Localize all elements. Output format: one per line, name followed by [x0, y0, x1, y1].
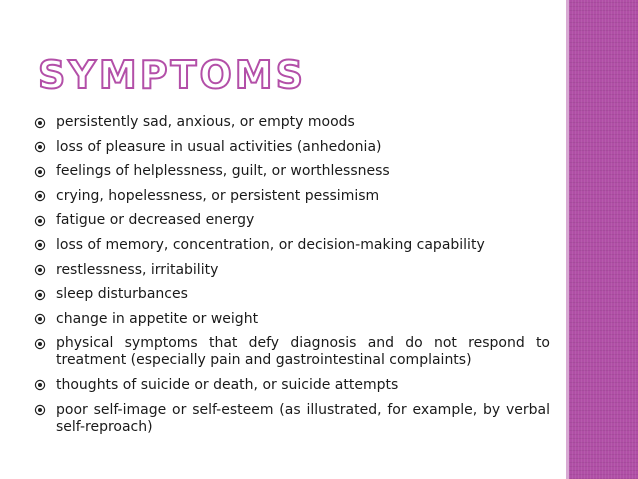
circled-dot-icon — [34, 286, 56, 303]
list-item — [34, 311, 550, 328]
list-item-text: loss of memory, concentration, or decision-making capability — [56, 236, 485, 253]
list-item-text: restlessness, irritability — [56, 261, 219, 278]
circled-dot-icon — [34, 402, 56, 419]
list-item — [34, 212, 550, 229]
circled-dot-icon — [34, 335, 56, 352]
circled-dot-icon — [34, 114, 56, 131]
list-item — [34, 377, 550, 394]
list-item — [34, 402, 550, 436]
list-item-text: fatigue or decreased energy — [56, 212, 255, 229]
list-item-text: persistently sad, anxious, or empty moods — [56, 114, 355, 130]
circled-dot-icon — [34, 377, 56, 394]
list-item-text: crying, hopelessness, or persistent pessimism — [56, 187, 380, 204]
circled-dot-icon — [34, 311, 56, 328]
circled-dot-icon — [34, 139, 56, 156]
list-item — [34, 163, 550, 180]
list-item-text: thoughts of suicide or death, or suicide attempts — [56, 376, 399, 393]
list-item — [34, 237, 550, 254]
list-item — [34, 286, 550, 303]
circled-dot-icon — [34, 212, 56, 229]
circled-dot-icon — [34, 262, 56, 279]
list-item-text: feelings of helplessness, guilt, or worthlessness — [56, 163, 390, 180]
circled-dot-icon — [34, 163, 56, 180]
circled-dot-icon — [34, 237, 56, 254]
list-item-text: physical symptoms that defy diagnosis and do not respond to treatment (especially pain and gastrointestinal complaints) — [56, 335, 550, 369]
list-item — [34, 139, 550, 156]
list-item-text: sleep disturbances — [56, 286, 188, 303]
list-item — [34, 335, 550, 369]
circled-dot-icon — [34, 188, 56, 205]
list-item-text: change in appetite or weight — [56, 310, 259, 327]
list-item-text: poor self-image or self-esteem (as illustrated, for example, by verbal self-reproach) — [56, 401, 550, 435]
slide-title: SYMPTOMS — [38, 53, 306, 97]
decorative-side-panel — [569, 0, 638, 479]
list-item — [34, 188, 550, 205]
list-item — [34, 114, 550, 131]
list-item-text: loss of pleasure in usual activities (anhedonia) — [56, 138, 382, 155]
list-item — [34, 262, 550, 279]
symptom-list — [34, 114, 550, 443]
